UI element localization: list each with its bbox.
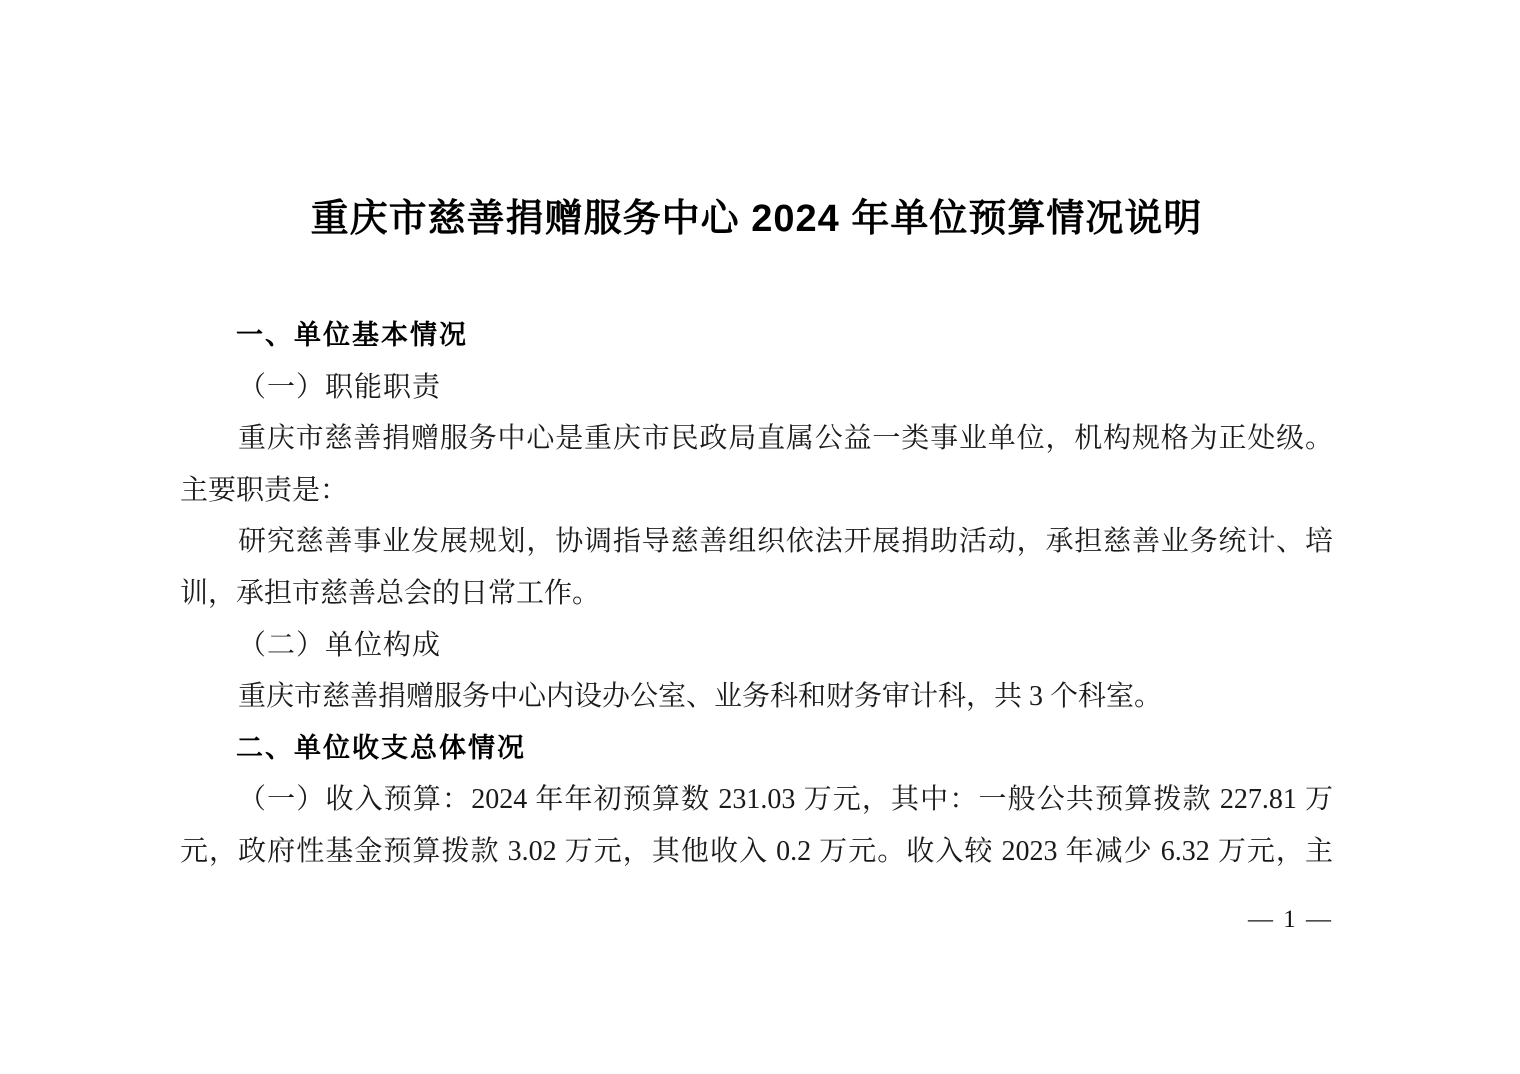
document-body (180, 310, 1333, 878)
text-line: 元，政府性基金预算拨款 3.02 万元，其他收入 0.2 万元。收入较 2023 年减少 6.32 万元，主 (180, 835, 1333, 867)
text-line: 重庆市慈善捐赠服务中心是重庆市民政局直属公益一类事业单位，机构规格为正处级。 (238, 423, 1333, 455)
page-number: — 1 — (1248, 906, 1333, 933)
text-line: （一）收入预算：2024 年年初预算数 231.03 万元，其中：一般公共预算拨款 227.81 万 (238, 784, 1333, 816)
text-line: 训，承担市慈善总会的日常工作。 (180, 577, 601, 609)
subsection-heading-1-2: （二）单位构成 (238, 629, 442, 661)
text-line: 研究慈善事业发展规划，协调指导慈善组织依法开展捐助活动，承担慈善业务统计、培 (238, 526, 1333, 558)
section-heading-1: 一、单位基本情况 (236, 320, 468, 350)
document-title: 重庆市慈善捐赠服务中心 2024 年单位预算情况说明 (310, 198, 1203, 240)
text-line: 主要职责是： (180, 474, 349, 506)
text-line: 重庆市慈善捐赠服务中心内设办公室、业务科和财务审计科，共 3 个科室。 (238, 681, 1163, 713)
section-heading-2: 二、单位收支总体情况 (236, 732, 526, 763)
subsection-heading-1-1: （一）职能职责 (238, 371, 442, 403)
